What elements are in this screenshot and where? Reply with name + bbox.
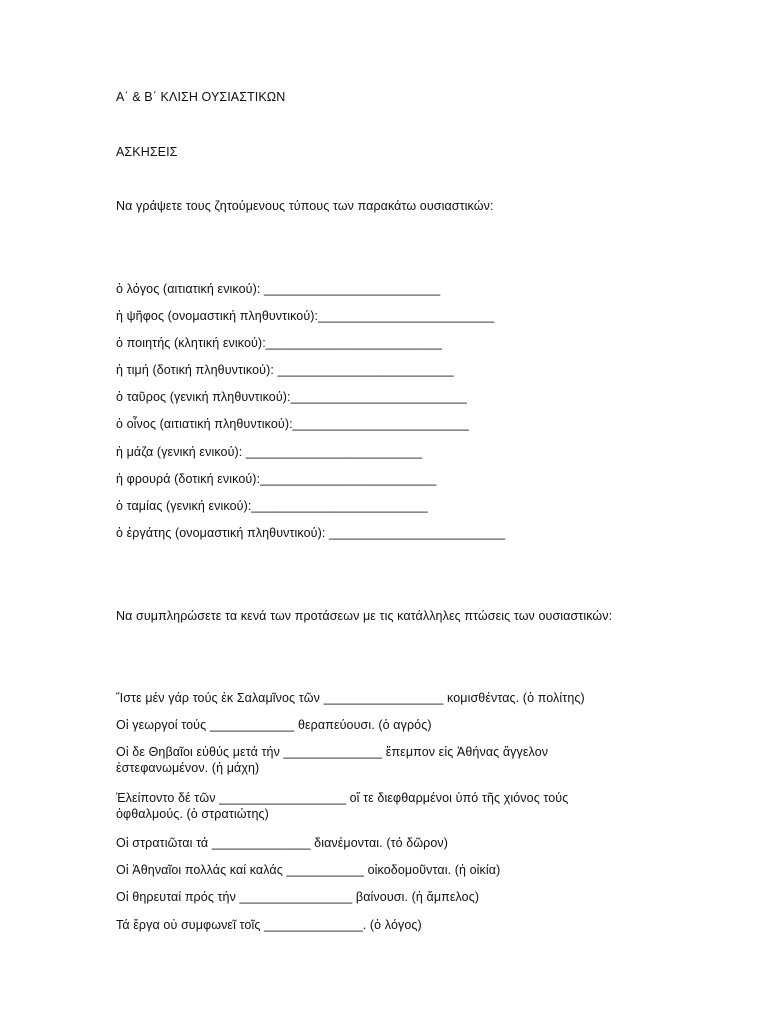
exercise2-sentence: Ἴστε μέν γάρ τούς ἐκ Σαλαμῖνος τῶν _________________ κομισθέντας. (ὁ πολίτης) [116,691,585,705]
exercise1-item: ἡ φρουρά (δοτική ενικού):_________________________ [116,472,437,486]
document-subtitle: ΑΣΚΗΣΕΙΣ [116,145,178,159]
exercise1-item: ὁ ταμίας (γενική ενικού):_________________________ [116,499,428,513]
exercise1-item: ἡ τιμή (δοτική πληθυντικού): _________________________ [116,363,454,377]
section1-instruction: Να γράψετε τους ζητούμενους τύπους των παρακάτω ουσιαστικών: [116,199,494,213]
exercise2-sentence: Ἐλείποντο δέ τῶν __________________ οἵ τε διεφθαρμένοι ὑπό τῆς χιόνος τούς ὀφθαλμούς. (ὁ στρατιώτης) [116,791,569,821]
exercise2-sentence: Οἱ γεωργοί τούς ____________ θεραπεύουσι. (ὁ αγρός) [116,718,432,732]
exercise1-item: ἡ ψῆφος (ονομαστική πληθυντικού):_________________________ [116,309,495,323]
exercise2-sentence: Οἱ στρατιῶται τά ______________ διανέμονται. (τό δῶρον) [116,836,449,850]
exercise1-item: ὁ ἐργάτης (ονομαστική πληθυντικού): _________________________ [116,526,506,540]
exercise1-item: ἡ μάζα (γενική ενικού): _________________________ [116,445,423,459]
exercise2-sentence: Οἱ δε Θηβαῖοι εὐθύς μετά τήν ______________ ἔπεμπον εἰς Ἀθήνας ἄγγελον ἐστεφανωμένον. (ἡ μάχη) [116,745,549,775]
document-title: Α΄ & Β΄ ΚΛΙΣΗ ΟΥΣΙΑΣΤΙΚΩΝ [116,90,286,104]
exercise2-sentence: Τά ἔργα οὐ συμφωνεῖ τοῖς ______________. (ὁ λόγος) [116,918,422,932]
exercise1-item: ὁ οἶνος (αιτιατική πληθυντικού):_________________________ [116,417,469,431]
exercise1-item: ὁ λόγος (αιτιατική ενικού): _________________________ [116,282,441,296]
exercise2-sentence: Οἱ θηρευταί πρός τήν ________________ βαίνουσι. (ἡ ἄμπελος) [116,890,480,904]
exercise2-sentence: Οἱ Ἀθηναῖοι πολλάς καί καλάς ___________ οἰκοδομοῦνται. (ἡ οἰκία) [116,863,501,877]
section2-instruction: Να συμπληρώσετε τα κενά των προτάσεων με τις κατάλληλες πτώσεις των ουσιαστικών: [116,609,613,623]
exercise1-item: ὁ ταῦρος (γενική πληθυντικού):_________________________ [116,390,467,404]
exercise1-item: ὁ ποιητής (κλητική ενικού):_________________________ [116,336,443,350]
